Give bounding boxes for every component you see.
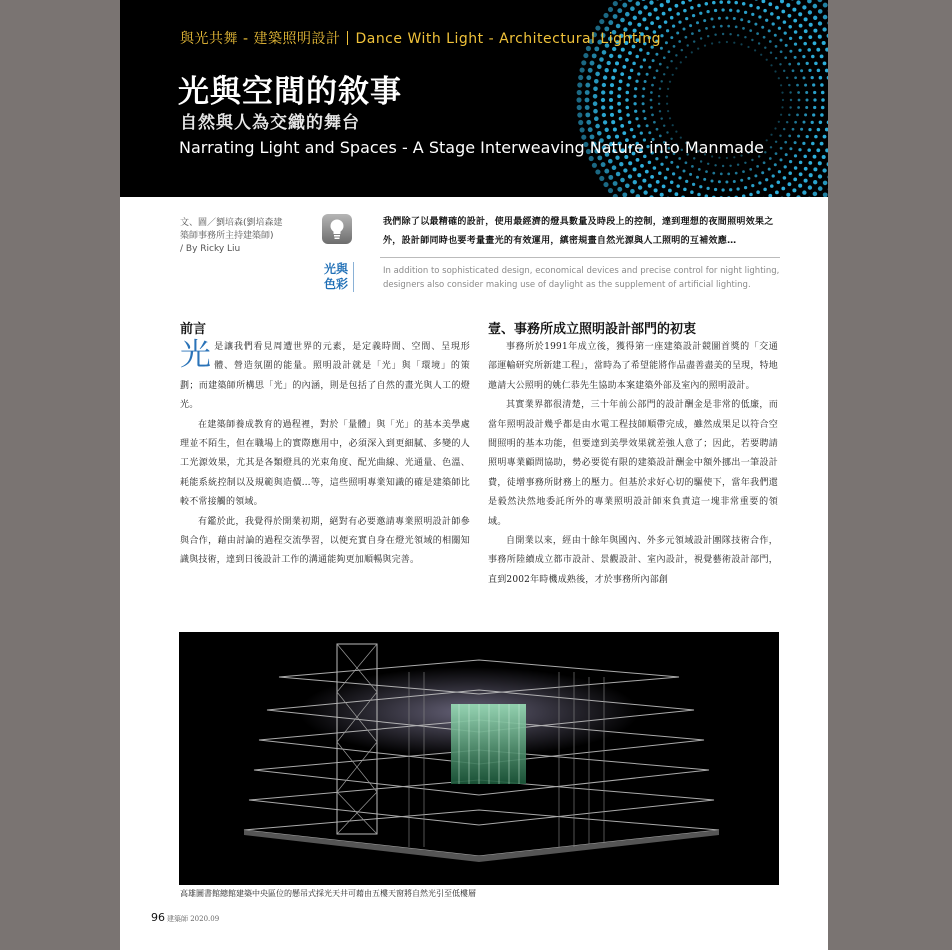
byline-line-2: 築師事務所主持建築師): [180, 231, 274, 241]
right-heading: 壹、事務所成立照明設計部門的初衷: [488, 322, 697, 337]
page-number: 96: [151, 911, 165, 924]
abstract-english: In addition to sophisticated design, economical devices and precise control for night lighting, designers also consider making use of daylight as the supplement of artificial lighting.: [383, 266, 780, 290]
category-label: [321, 262, 354, 292]
section-divider: [347, 31, 348, 45]
building-rendering-photo: [179, 632, 779, 885]
category-line-2: 色彩: [323, 277, 348, 291]
byline-line-3: / By Ricky Liu: [180, 244, 241, 254]
photo-caption: 高雄圖書館總館建築中央區位的懸吊式採光天井可藉由五樓天窗將自然光引至低樓層: [180, 889, 476, 898]
right-paragraph-1: 事務所於1991年成立後，獲得第一座建築設計競圖首獎的「交通部運輸研究所新建工程」，當時為了希望能將作品盡善盡美的呈現，特地邀請大公照明的姚仁恭先生協助本案建築外部及室內的照明設計。: [488, 342, 778, 391]
title-banner: [120, 0, 828, 197]
section-tag-zh: 與光共舞 - 建築照明設計: [180, 31, 341, 47]
magazine-issue: 建築師 2020.09: [167, 915, 220, 923]
abstract-divider: [380, 257, 780, 258]
left-heading: 前言: [180, 322, 207, 337]
byline-line-1: 文、圖／劉培森(劉培森建: [180, 218, 283, 228]
magazine-page: [120, 0, 828, 950]
left-paragraph-3: 有鑑於此，我覺得於開業初期，絕對有必要邀請專業照明設計師參與合作，藉由討論的過程交流學習，以便充實自身在燈光領域的相關知識與技術，達到日後設計工作的溝通能夠更加順暢與完善。: [180, 516, 470, 566]
right-paragraph-2: 其實業界都很清楚，三十年前公部門的設計酬金是非常的低廉，而當年照明設計幾乎都是由水電工程技師順帶完成，雖然成果足以符合空間照明的基本功能，但要達到美學效果就差強人意了；因此，若要聘請照明專業顧問協助，勢必要從有限的建築設計酬金中額外挪出一筆設計費，徒增事務所財務上的壓力。但基於求好心切的驅使下，當年我們還是毅然決然地委託所外的專業照明設計師來負責這一塊非常重要的領域。: [488, 400, 778, 527]
left-paragraph-2: 在建築師養成教育的過程裡，對於「量體」與「光」的基本美學處理並不陌生，但在職場上的實際應用中，必須深入到更細膩、多變的人工光源效果，尤其是各類燈具的光束角度、配光曲線、光通量、色溫、耗能系統控制以及規範與造價…等，這些照明專業知識的確是建築師比較不常接觸的領域。: [180, 419, 470, 508]
article-subtitle: 自然與人為交織的舞台: [180, 113, 360, 133]
abstract-chinese: 我們除了以最精確的設計，使用最經濟的燈具數量及時段上的控制，達到理想的夜間照明效果之外，設計師同時也要考量畫光的有效運用，縝密規畫自然光源與人工照明的互補效應…: [383, 217, 774, 246]
drop-cap: 光: [180, 337, 212, 373]
section-tag: [180, 28, 661, 48]
section-tag-en: Dance With Light - Architectural Lighting: [355, 31, 661, 47]
right-column-body: [488, 338, 778, 590]
lightbulb-icon: [322, 214, 352, 244]
left-paragraph-1-text: 是讓我們看見周遭世界的元素，是定義時間、空間、呈現形體、營造氛圍的能量。照明設計就是「光」與「環境」的策劃；而建築師所構思「光」的內涵，則是包括了自然的畫光與人工的燈光。: [180, 342, 470, 411]
left-column-body: [180, 338, 470, 571]
category-line-1: 光與: [323, 262, 348, 276]
right-paragraph-3: 自開業以來，經由十餘年與國內、外多元領域設計團隊技術合作，事務所陸續成立都市設計、景觀設計、室內設計，視覺藝術設計部門，直到2002年時機成熟後，才於事務所內部創: [488, 536, 778, 585]
article-title: 光與空間的敘事: [178, 74, 402, 110]
byline: [180, 217, 308, 256]
article-title-english: Narrating Light and Spaces - A Stage Interweaving Nature into Manmade: [179, 138, 764, 157]
left-paragraph-1: [180, 338, 470, 416]
